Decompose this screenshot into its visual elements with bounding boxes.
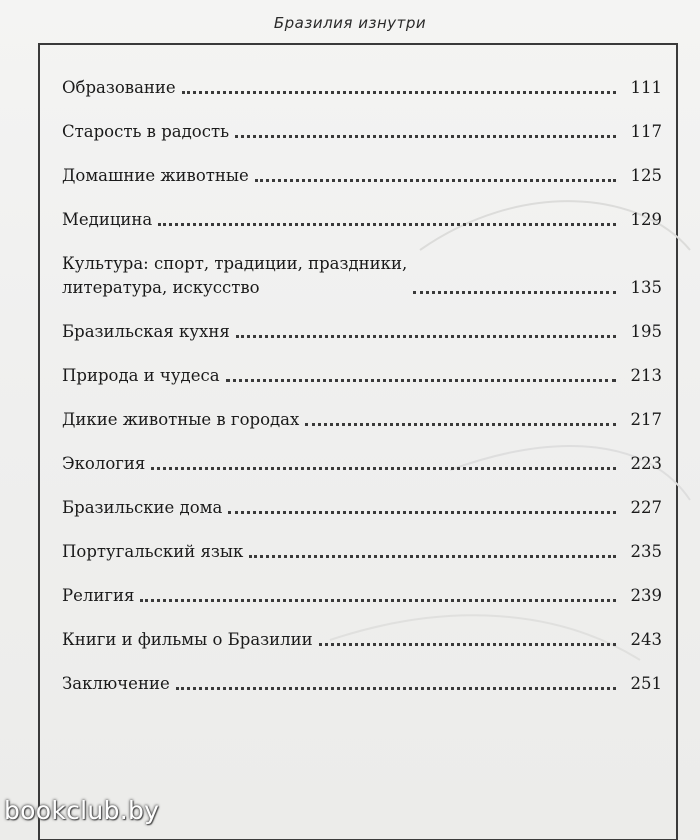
toc-entry-title-line: Заключение xyxy=(62,674,170,693)
toc-entry-title-line: Природа и чудеса xyxy=(62,366,220,385)
toc-entry-page-number: 251 xyxy=(630,674,662,693)
toc-entry xyxy=(62,164,662,188)
toc-entry-page-number: 217 xyxy=(630,410,662,429)
toc-entry-title-line: Образование xyxy=(62,78,176,97)
toc-entry-page-number: 213 xyxy=(630,366,662,385)
toc-entry xyxy=(62,672,662,696)
toc-entry-title-line: Бразильские дома xyxy=(62,498,223,517)
toc-entry xyxy=(62,364,662,388)
toc-entry-title-line: Культура: спорт, традиции, праздники, xyxy=(62,254,408,273)
toc-entry-title xyxy=(62,76,176,100)
toc-entry-title xyxy=(62,584,134,608)
toc-entry-page-number: 117 xyxy=(630,122,662,141)
toc-entry xyxy=(62,540,662,564)
toc-entry xyxy=(62,408,662,432)
toc-entry-title xyxy=(62,408,299,432)
dot-leader xyxy=(176,687,616,690)
toc-entry-title-line: Бразильская кухня xyxy=(62,322,230,341)
toc-entry-title xyxy=(62,208,152,232)
dot-leader xyxy=(413,291,616,294)
dot-leader xyxy=(249,555,616,558)
toc-entry-page-number: 111 xyxy=(630,78,662,97)
toc-entry xyxy=(62,628,662,652)
toc-entry xyxy=(62,452,662,476)
toc-entry-page-number: 125 xyxy=(630,166,662,185)
dot-leader xyxy=(226,379,616,382)
running-header: Бразилия изнутри xyxy=(273,14,427,32)
toc-entry-title-line: Дикие животные в городах xyxy=(62,410,300,429)
toc-entry-title-line: Португальский язык xyxy=(62,542,244,561)
dot-leader xyxy=(158,223,616,226)
toc-entry-title xyxy=(62,496,222,520)
toc-entry xyxy=(62,208,662,232)
toc-entry-page-number: 129 xyxy=(630,210,662,229)
toc-entry-title xyxy=(62,628,313,652)
toc-entry-page-number: 239 xyxy=(630,586,662,605)
toc-entry-page-number: 135 xyxy=(630,278,662,297)
toc-entry-title xyxy=(62,672,170,696)
toc-entry-page-number: 223 xyxy=(630,454,662,473)
toc-entry-page-number: 195 xyxy=(630,322,662,341)
toc-entry-page-number: 243 xyxy=(630,630,662,649)
toc-entry-page-number: 227 xyxy=(630,498,662,517)
toc-entry-title-line: Старость в радость xyxy=(62,122,230,141)
toc-entry-title-line: литература, искусство xyxy=(62,278,260,297)
dot-leader xyxy=(235,135,616,138)
toc-entry-title xyxy=(62,252,407,300)
dot-leader xyxy=(182,91,616,94)
dot-leader xyxy=(305,423,616,426)
toc-entry xyxy=(62,252,662,300)
dot-leader xyxy=(228,511,616,514)
toc-entry-page-number: 235 xyxy=(630,542,662,561)
toc-entry xyxy=(62,496,662,520)
dot-leader xyxy=(236,335,616,338)
toc-entry xyxy=(62,76,662,100)
dot-leader xyxy=(151,467,616,470)
toc-entry-title-line: Книги и фильмы о Бразилии xyxy=(62,630,313,649)
toc-entry-title xyxy=(62,320,230,344)
toc-entry-title-line: Религия xyxy=(62,586,135,605)
toc-entry-title-line: Экология xyxy=(62,454,146,473)
toc-entry-title xyxy=(62,120,229,144)
toc-entry-title xyxy=(62,164,249,188)
toc-entry-title xyxy=(62,540,243,564)
dot-leader xyxy=(140,599,616,602)
toc-entry-title-line: Медицина xyxy=(62,210,153,229)
dot-leader xyxy=(255,179,616,182)
toc-entry xyxy=(62,584,662,608)
toc-entry-title xyxy=(62,364,220,388)
toc-entry xyxy=(62,120,662,144)
dot-leader xyxy=(319,643,616,646)
watermark: bookclub.by xyxy=(4,796,160,825)
toc-entry-title xyxy=(62,452,145,476)
toc-entry-title-line: Домашние животные xyxy=(62,166,249,185)
toc-entry xyxy=(62,320,662,344)
